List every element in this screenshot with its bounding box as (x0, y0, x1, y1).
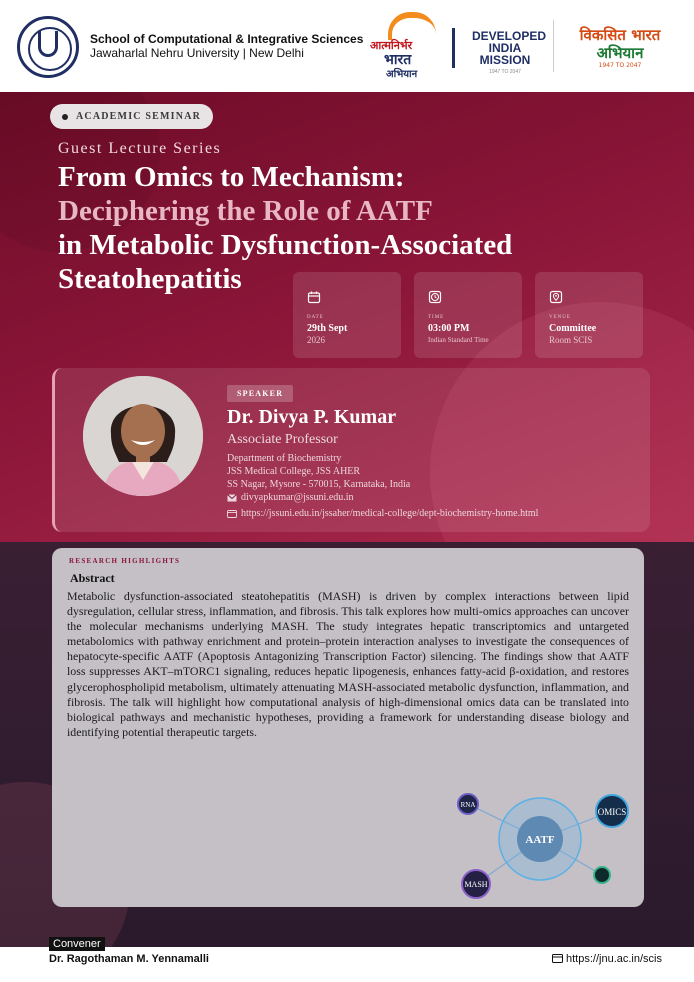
speaker-web-row (227, 508, 538, 519)
venue-label: VENUE (549, 315, 571, 320)
website-row (552, 953, 662, 965)
rna-node-label: RNA (460, 801, 476, 809)
viksit-bharat-logo (568, 26, 672, 69)
title-line-4: Steatohepatitis (58, 263, 242, 295)
web-icon (552, 954, 563, 963)
developed-india-logo (472, 29, 547, 78)
badge-text: ACADEMIC SEMINAR (76, 111, 202, 122)
speaker-website[interactable]: https://jssuni.edu.in/jssaher/medical-college/dept-biochemistry-home.html (241, 508, 539, 519)
abstract-heading: Abstract (70, 571, 115, 585)
bharat-text: भारत (384, 52, 412, 68)
venue-card (535, 272, 643, 358)
school-name: School of Computational & Integrative Sciences (90, 32, 364, 46)
speaker-college: JSS Medical College, JSS AHER (227, 466, 361, 477)
viksit-text: विकसित भारत (579, 26, 661, 44)
aatf-node-label: AATF (525, 834, 555, 846)
abstract-text: Metabolic dysfunction-associated steatohepatitis (MASH) is driven by complex interactions between lipid dysregulation, cellular stress, inflammation, and fibrosis. This talk explores how multi-omics approaches can uncover the molecular mechanisms underlying MASH. The study integrates hepatic transcriptomics and untargeted metabolomics with pathway enrichment and protein–protein interaction analyses to investigate the consequences of hepatocyte-specific AATF (Apoptosis Antagonizing Transcription Factor) silencing. The findings show that AATF loss suppresses AKT–mTORC1 signaling, reduces hepatic lipogenesis, enhances fatty-acid β-oxidation, and restores glycerophospholipid metabolism, ultimately attenuating MASH-associated metabolic dysfunction, inflammation, and fibrosis. The talk will highlight how computational analysis of high-dimensional omics data can be translated into biological pathways and mechanistic hypotheses, providing a framework for understanding disease biology and identifying potential therapeutic targets. (67, 589, 629, 739)
mission-text: MISSION (479, 53, 531, 67)
header-bar (0, 0, 694, 92)
series-label: Guest Lecture Series (58, 140, 222, 157)
india-text: INDIA (488, 41, 522, 55)
speaker-department: Department of Biochemistry (227, 453, 342, 464)
venue-value: Committee (549, 323, 597, 334)
date-card (293, 272, 401, 358)
divider (553, 20, 554, 72)
clock-icon (428, 290, 442, 304)
speaker-address: SS Nagar, Mysore - 570015, Karnataka, India (227, 479, 411, 490)
abhiyan-text: अभियान (386, 69, 418, 80)
calendar-icon (307, 290, 321, 304)
email-icon (227, 494, 237, 502)
time-zone: Indian Standard Time (428, 336, 489, 344)
omics-node-label: OMICS (597, 807, 627, 817)
speaker-email[interactable]: divyapkumar@jssuni.edu.in (241, 492, 354, 503)
developed-years: 1947 TO 2047 (489, 69, 521, 75)
mash-node-label: MASH (464, 880, 488, 889)
atmanirbhar-text: आत्मनिर्भर (370, 39, 413, 52)
date-year: 2026 (307, 335, 325, 345)
jnu-logo (17, 16, 79, 78)
time-value: 03:00 PM (428, 323, 470, 334)
developed-text: DEVELOPED (472, 29, 547, 43)
website-link[interactable]: https://jnu.ac.in/scis (566, 953, 662, 965)
speaker-card (52, 368, 650, 532)
research-highlights-label: RESEARCH HIGHLIGHTS (69, 557, 181, 565)
university-name: Jawaharlal Nehru University | New Delhi (90, 46, 304, 60)
time-card (414, 272, 522, 358)
title-line-2: Deciphering the Role of AATF (58, 195, 433, 227)
divider (452, 28, 455, 68)
speaker-email-row (227, 492, 354, 503)
school-block (90, 32, 363, 60)
convener-label: Convener (49, 937, 105, 951)
time-label: TIME (428, 315, 445, 320)
atmanirbhar-bharat-logo (370, 12, 440, 80)
viksit-abhiyan-text: अभियान (596, 44, 644, 62)
seminar-badge (50, 104, 213, 129)
bullet-icon (62, 114, 68, 120)
venue-room: Room SCIS (549, 335, 593, 345)
speaker-photo (83, 376, 203, 496)
date-value: 29th Sept (307, 323, 348, 334)
title-line-1: From Omics to Mechanism: (58, 161, 405, 193)
network-diagram (440, 780, 660, 910)
convener-name: Dr. Ragothaman M. Yennamalli (49, 953, 209, 965)
web-icon (227, 510, 237, 518)
date-label: DATE (307, 315, 324, 320)
speaker-position: Associate Professor (227, 432, 338, 447)
speaker-name: Dr. Divya P. Kumar (227, 406, 397, 428)
location-pin-icon (549, 290, 563, 304)
speaker-label: SPEAKER (227, 385, 293, 402)
viksit-years: 1947 TO 2047 (598, 62, 642, 69)
unlabeled-node (594, 867, 610, 883)
title-line-3: in Metabolic Dysfunction-Associated (58, 229, 513, 261)
